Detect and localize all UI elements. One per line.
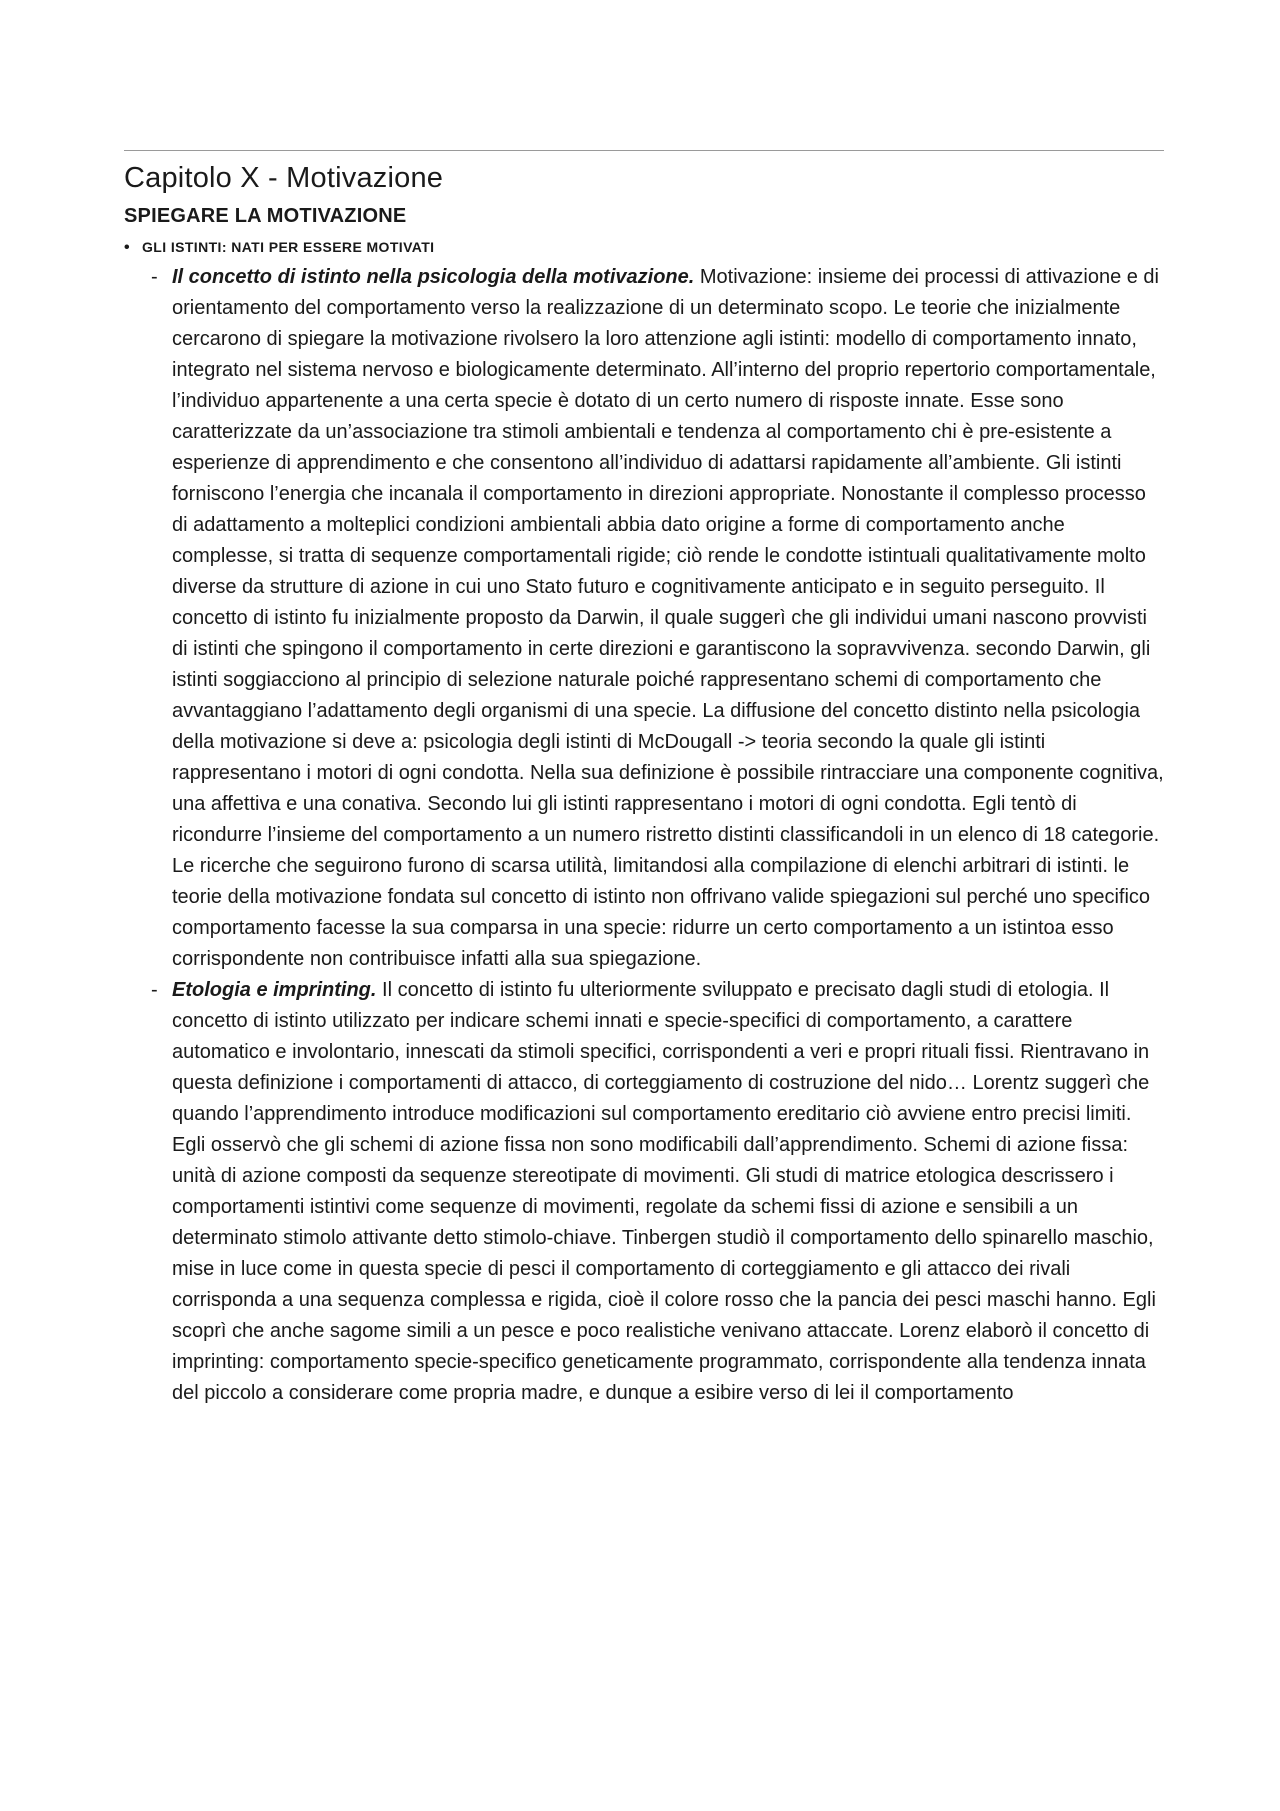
document-page	[124, 150, 1164, 1409]
section-heading: SPIEGARE LA MOTIVAZIONE	[124, 205, 407, 227]
item-lead: Il concetto di istinto nella psicologia della motivazione.	[172, 266, 695, 288]
dash-marker: -	[151, 979, 158, 1001]
paragraph-list	[124, 262, 1164, 1409]
item-text: Il concetto di istinto fu ulteriormente sviluppato e precisato dagli studi di etologia. Il concetto di istinto utilizzato per indicare schemi innati e specie-specifici di comportamento, a carattere automatico e involontario, innescati da stimoli specifici, corrispondenti a veri e propri rituali fissi. Rientravano in questa definizione i comportamenti di attacco, di corteggiamento di costruzione del nido… Lorentz suggerì che quando l’apprendimento introduce modificazioni sul comportamento ereditario ciò avviene entro precisi limiti. Egli osservò che gli schemi di azione fissa non sono modificabili dall’apprendimento. Schemi di azione fissa: unità di azione composti da sequenze stereotipate di movimenti. Gli studi di matrice etologica descrissero i comportamenti istintivi come sequenze di movimenti, regolate da schemi fissi di azione e sensibili a un determinato stimolo attivante detto stimolo-chiave. Tinbergen studiò il comportamento dello spinarello maschio, mise in luce come in questa specie di pesci il comportamento di corteggiamento e gli attacco dei rivali corrisponda a una sequenza complessa e rigida, cioè il colore rosso che la pancia dei pesci maschi hanno. Egli scoprì che anche sagome simili a un pesce e poco realistiche venivano attaccate. Lorenz elaborò il concetto di imprinting: comportamento specie-specifico geneticamente programmato, corrispondente alla tendenza innata del piccolo a considerare come propria madre, e dunque a esibire verso di lei il comportamento	[172, 979, 1156, 1404]
header-rule	[124, 150, 1164, 151]
item-lead: Etologia e imprinting.	[172, 979, 377, 1001]
chapter-title: Capitolo X - Motivazione	[124, 162, 444, 194]
bullet-icon: •	[124, 239, 131, 256]
subsection-heading	[124, 235, 1164, 260]
list-item-istinto	[124, 262, 1164, 975]
item-text: Motivazione: insieme dei processi di attivazione e di orientamento del comportamento verso la realizzazione di un determinato scopo. Le teorie che inizialmente cercarono di spiegare la motivazione rivolsero la loro attenzione agli istinti: modello di comportamento innato, integrato nel sistema nervoso e biologicamente determinato. All’interno del proprio repertorio comportamentale, l’individuo appartenente a una certa specie è dotato di un certo numero di risposte innate. Esse sono caratterizzate da un’associazione tra stimoli ambientali e tendenza al comportamento chi è pre-esistente a esperienze di apprendimento e che consentono all’individuo di adattarsi rapidamente all’ambiente. Gli istinti forniscono l’energia che incanala il comportamento in direzioni appropriate. Nonostante il complesso processo di adattamento a molteplici condizioni ambientali abbia dato origine a forme di comportamento anche complesse, si tratta di sequenze comportamentali rigide; ciò rende le condotte istintuali qualitativamente molto diverse da strutture di azione in cui uno Stato futuro e cognitivamente anticipato e in seguito perseguito. Il concetto di istinto fu inizialmente proposto da Darwin, il quale suggerì che gli individui umani nascono provvisti di istinti che spingono il comportamento in certe direzioni e garantiscono la sopravvivenza. secondo Darwin, gli istinti soggiacciono al principio di selezione naturale poiché rappresentano schemi di comportamento che avvantaggiano l’adattamento degli organismi di una specie. La diffusione del concetto distinto nella psicologia della motivazione si deve a: psicologia degli istinti di McDougall -> teoria secondo la quale gli istinti rappresentano i motori di ogni condotta. Nella sua definizione è possibile rintracciare una componente cognitiva, una affettiva e una conativa. Secondo lui gli istinti rappresentano i motori di ogni condotta. Egli tentò di ricondurre l’insieme del comportamento a un numero ristretto distinti classificandoli in un elenco di 18 categorie. Le ricerche che seguirono furono di scarsa utilità, limitandosi alla compilazione di elenchi arbitrari di istinti. le teorie della motivazione fondata sul concetto di istinto non offrivano valide spiegazioni sul perché uno specifico comportamento facesse la sua comparsa in una specie: ridurre un certo comportamento a un istintoa esso corrispondente non contribuisce infatti alla sua spiegazione.	[172, 266, 1164, 970]
dash-marker: -	[151, 266, 158, 288]
subsection-title: GLI ISTINTI: NATI PER ESSERE MOTIVATI	[142, 239, 435, 255]
list-item-etologia	[124, 975, 1164, 1409]
